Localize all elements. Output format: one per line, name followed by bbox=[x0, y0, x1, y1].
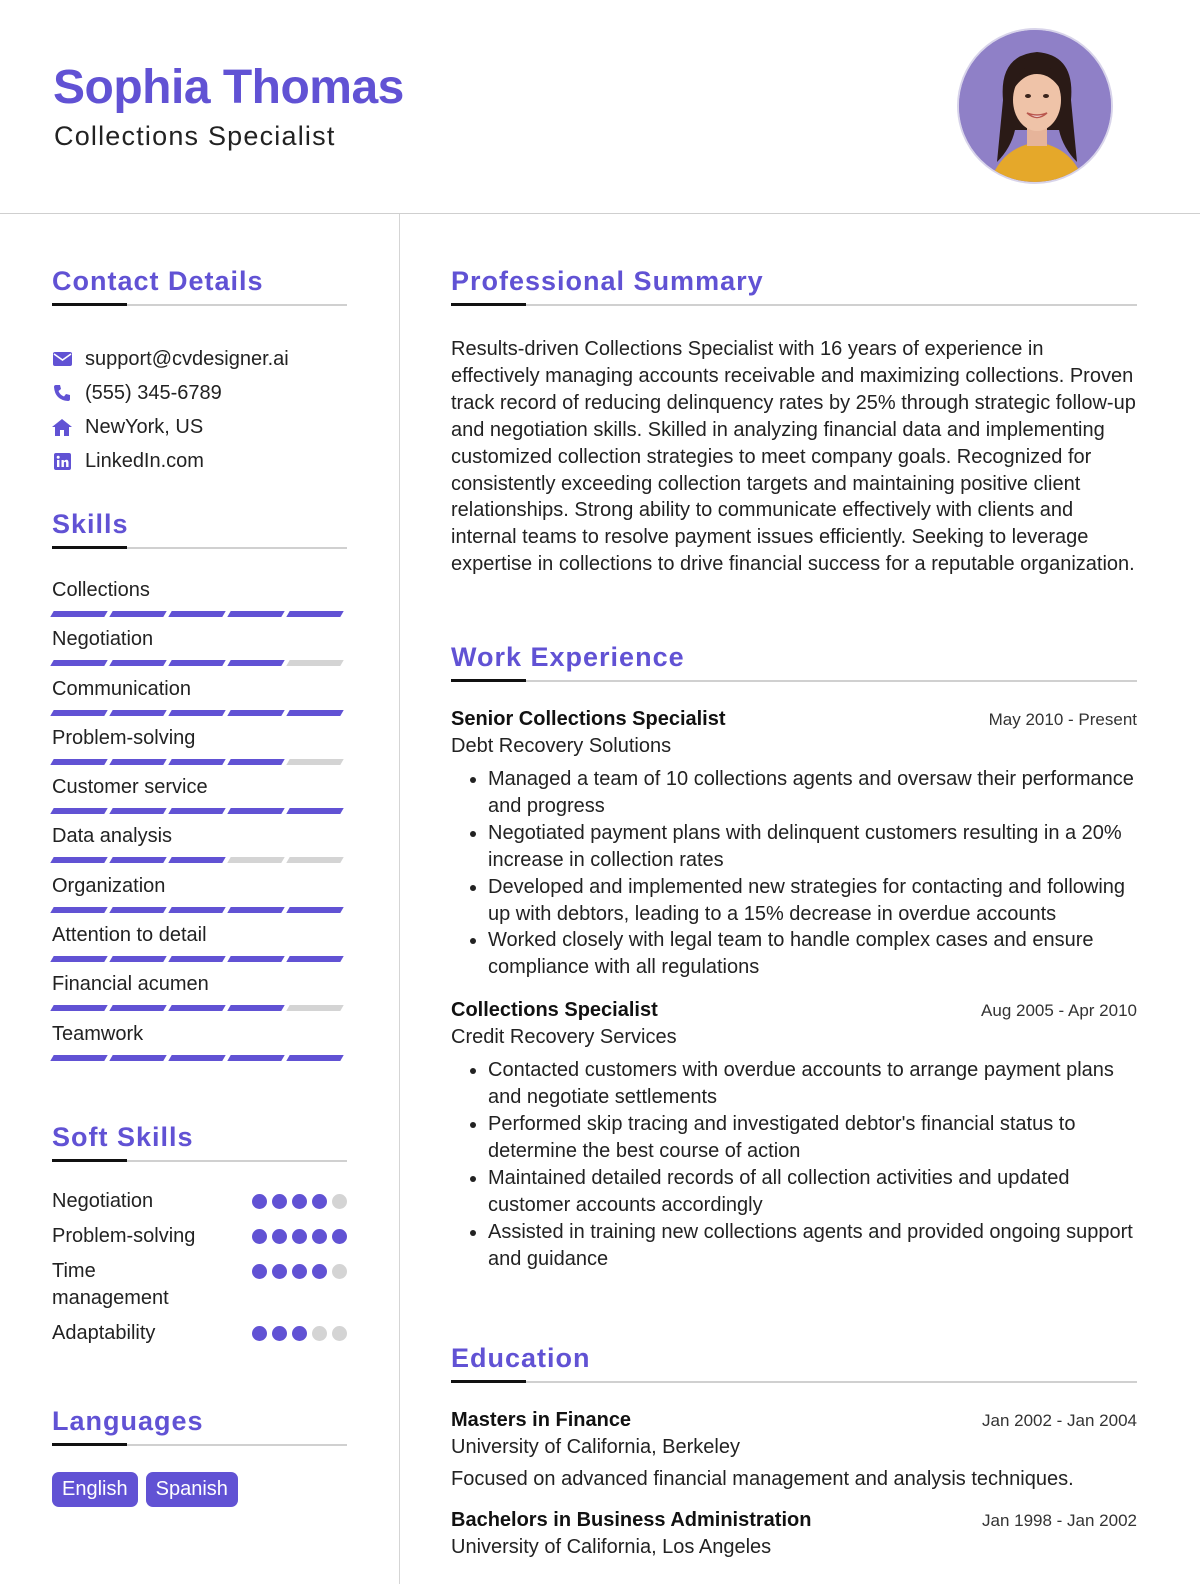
job-bullets bbox=[451, 1057, 1137, 1272]
summary-text: Results-driven Collections Specialist with 16 years of experience in effectively managing accounts receivable and maximizing collections. Proven track record of reducing delinquency rates by 25% through strategic follow-up and negotiation skills. Skilled in analyzing financial data and implementing customized collection strategies to meet company goals. Recognized for consistently exceeding collection targets and maintaining positive client relationships. Strong ability to communicate effectively with clients and internal teams to resolve payment issues efficiently. Seeking to leverage expertise in collections to drive financial success for a reputable organization. bbox=[451, 338, 1136, 576]
skill-level-segment bbox=[286, 956, 343, 962]
skill-item bbox=[52, 725, 347, 774]
skill-name: Problem-solving bbox=[52, 726, 196, 749]
job-title: Collections Specialist bbox=[451, 999, 658, 1022]
job-entry bbox=[451, 708, 1137, 981]
skill-level-segment bbox=[50, 857, 107, 863]
job-entry bbox=[451, 999, 1137, 1272]
skill-level-segment bbox=[168, 660, 225, 666]
rating-dot bbox=[312, 1264, 327, 1279]
job-company: Debt Recovery Solutions bbox=[451, 735, 672, 757]
skill-level-segment bbox=[227, 611, 284, 617]
job-bullet: • Contacted customers with overdue accounts to arrange payment plans and negotiate settlements bbox=[488, 1057, 1137, 1111]
work-section-title: Work Experience bbox=[451, 642, 685, 672]
job-bullet: • Developed and implemented new strategies for contacting and following up with debtors, leading to a 15% decrease in overdue accounts bbox=[488, 874, 1137, 928]
skill-level-segment bbox=[286, 1055, 343, 1061]
skill-name: Organization bbox=[52, 874, 166, 897]
skill-level-segment bbox=[286, 1005, 343, 1011]
skill-level-segment bbox=[109, 1005, 166, 1011]
education-date: Jan 1998 - Jan 2002 bbox=[981, 1511, 1137, 1530]
skill-name: Negotiation bbox=[52, 628, 154, 651]
contact-section-title: Contact Details bbox=[52, 266, 264, 296]
skill-level-segment bbox=[227, 956, 284, 962]
soft-skill-name: Negotiation bbox=[52, 1190, 154, 1212]
rating-dot bbox=[312, 1229, 327, 1244]
rating-dot bbox=[272, 1326, 287, 1341]
skill-level-segment bbox=[109, 1055, 166, 1061]
skill-level-segment bbox=[50, 660, 107, 666]
skill-name: Financial acumen bbox=[52, 973, 209, 996]
skill-name: Teamwork bbox=[52, 1022, 144, 1045]
skill-level-segment bbox=[168, 759, 225, 765]
rating-dot bbox=[312, 1326, 327, 1341]
skill-level-segment bbox=[109, 956, 166, 962]
soft-skill-item bbox=[52, 1258, 347, 1312]
rating-dot bbox=[252, 1326, 267, 1341]
skill-level-segment bbox=[227, 759, 284, 765]
skill-level-segment bbox=[168, 907, 225, 913]
job-bullet: • Worked closely with legal team to handle complex cases and ensure compliance with all regulations bbox=[488, 927, 1137, 981]
contact-linkedin-text: LinkedIn.com bbox=[85, 449, 204, 472]
education-entry bbox=[451, 1509, 1137, 1559]
job-title: Senior Collections Specialist bbox=[451, 708, 726, 730]
skill-level-segment bbox=[109, 907, 166, 913]
section-rule bbox=[52, 304, 347, 306]
education-section bbox=[451, 1343, 1137, 1559]
skill-level-segment bbox=[168, 1055, 225, 1061]
contact-phone[interactable] bbox=[52, 376, 347, 410]
rating-dot bbox=[312, 1194, 327, 1209]
skill-level-segment bbox=[286, 710, 343, 716]
skill-level-segment bbox=[286, 660, 343, 666]
soft-skills-section-title: Soft Skills bbox=[52, 1122, 194, 1152]
skill-level-segment bbox=[168, 1005, 225, 1011]
skill-item bbox=[52, 676, 347, 725]
candidate-title: Collections Specialist bbox=[54, 121, 336, 151]
summary-section bbox=[451, 266, 1137, 578]
job-date: Aug 2005 - Apr 2010 bbox=[981, 1001, 1137, 1021]
skill-level-segment bbox=[50, 611, 107, 617]
summary-section-title: Professional Summary bbox=[451, 266, 764, 296]
work-section bbox=[451, 642, 1137, 1273]
skills-list bbox=[52, 577, 347, 1070]
skill-item bbox=[52, 922, 347, 971]
skill-level-bars bbox=[52, 857, 347, 864]
skill-name: Communication bbox=[52, 677, 191, 700]
languages-section-title: Languages bbox=[52, 1406, 204, 1436]
skill-level-segment bbox=[50, 1055, 107, 1061]
rating-dot bbox=[292, 1264, 307, 1279]
skill-level-bars bbox=[52, 956, 347, 963]
soft-skill-rating bbox=[247, 1223, 347, 1244]
skill-level-segment bbox=[227, 808, 284, 814]
job-bullet: • Maintained detailed records of all collection activities and updated customer accounts accordingly bbox=[488, 1165, 1137, 1219]
skill-level-bars bbox=[52, 710, 347, 717]
skill-level-segment bbox=[50, 759, 107, 765]
skill-level-segment bbox=[50, 907, 107, 913]
skill-level-segment bbox=[286, 808, 343, 814]
skill-level-segment bbox=[109, 660, 166, 666]
education-degree: Masters in Finance bbox=[451, 1409, 632, 1431]
rating-dot bbox=[332, 1326, 347, 1341]
section-rule bbox=[451, 680, 1137, 682]
home-icon bbox=[52, 417, 72, 437]
skill-level-segment bbox=[227, 660, 284, 666]
job-bullet: • Negotiated payment plans with delinquent customers resulting in a 20% increase in collection rates bbox=[488, 820, 1137, 874]
language-badge: English bbox=[52, 1472, 138, 1507]
rating-dot bbox=[332, 1264, 347, 1279]
job-company: Credit Recovery Services bbox=[451, 1026, 677, 1049]
skill-item bbox=[52, 823, 347, 872]
rating-dot bbox=[272, 1264, 287, 1279]
section-rule bbox=[52, 1160, 347, 1162]
rating-dot bbox=[252, 1194, 267, 1209]
education-section-title: Education bbox=[451, 1343, 591, 1373]
education-description: Focused on advanced financial management and analysis techniques. bbox=[451, 1468, 1074, 1490]
skill-name: Customer service bbox=[52, 776, 208, 799]
skill-level-segment bbox=[227, 857, 284, 863]
skill-level-segment bbox=[168, 710, 225, 716]
contact-location-text: NewYork, US bbox=[85, 415, 204, 438]
envelope-icon bbox=[52, 349, 72, 369]
soft-skill-rating bbox=[247, 1258, 347, 1279]
skill-level-bars bbox=[52, 808, 347, 815]
education-entry bbox=[451, 1409, 1137, 1491]
skill-item bbox=[52, 774, 347, 823]
language-badge: Spanish bbox=[146, 1472, 238, 1507]
skill-level-segment bbox=[109, 857, 166, 863]
job-bullets bbox=[451, 766, 1137, 981]
skills-section bbox=[52, 509, 347, 1070]
rating-dot bbox=[292, 1229, 307, 1244]
rating-dot bbox=[252, 1264, 267, 1279]
soft-skill-item bbox=[52, 1223, 347, 1250]
soft-skills-list bbox=[52, 1188, 347, 1347]
languages-section bbox=[52, 1406, 347, 1507]
skills-section-title: Skills bbox=[52, 509, 129, 539]
contact-phone-text: (555) 345-6789 bbox=[85, 381, 222, 404]
skill-level-segment bbox=[50, 1005, 107, 1011]
soft-skill-name: Adaptability bbox=[52, 1322, 156, 1344]
soft-skill-item bbox=[52, 1320, 347, 1347]
section-rule bbox=[52, 1444, 347, 1446]
education-school: University of California, Berkeley bbox=[451, 1436, 740, 1458]
skill-level-bars bbox=[52, 1005, 347, 1012]
rating-dot bbox=[272, 1229, 287, 1244]
skill-name: Collections bbox=[52, 579, 150, 601]
skill-level-segment bbox=[168, 808, 225, 814]
education-date: Jan 2002 - Jan 2004 bbox=[981, 1411, 1137, 1430]
skill-level-segment bbox=[109, 759, 166, 765]
profile-photo bbox=[957, 28, 1113, 184]
job-date: May 2010 - Present bbox=[988, 710, 1137, 729]
job-bullet: • Managed a team of 10 collections agents and oversaw their performance and progress bbox=[488, 766, 1137, 820]
skill-level-bars bbox=[52, 1055, 347, 1062]
rating-dot bbox=[292, 1326, 307, 1341]
contact-email-text: support@cvdesigner.ai bbox=[85, 347, 289, 370]
soft-skill-rating bbox=[247, 1320, 347, 1341]
profile-portrait-illustration bbox=[959, 30, 1113, 184]
skill-item bbox=[52, 873, 347, 922]
section-rule bbox=[52, 547, 347, 549]
skill-level-segment bbox=[286, 907, 343, 913]
section-rule bbox=[451, 1381, 1137, 1383]
soft-skill-name: Problem-solving bbox=[52, 1225, 196, 1247]
skill-item bbox=[52, 626, 347, 675]
education-school: University of California, Los Angeles bbox=[451, 1536, 772, 1558]
contact-email[interactable] bbox=[52, 342, 347, 376]
soft-skills-section bbox=[52, 1122, 347, 1355]
skill-level-bars bbox=[52, 759, 347, 766]
job-bullet: • Performed skip tracing and investigated debtor's financial status to determine the best course of action bbox=[488, 1111, 1137, 1165]
rating-dot bbox=[332, 1229, 347, 1244]
skill-item bbox=[52, 971, 347, 1020]
soft-skill-name: Time management bbox=[52, 1260, 169, 1309]
skill-level-segment bbox=[109, 611, 166, 617]
contact-location bbox=[52, 410, 347, 444]
skill-level-bars bbox=[52, 660, 347, 667]
soft-skill-item bbox=[52, 1188, 347, 1215]
rating-dot bbox=[252, 1229, 267, 1244]
education-degree: Bachelors in Business Administration bbox=[451, 1509, 812, 1531]
skill-level-segment bbox=[109, 710, 166, 716]
skill-name: Attention to detail bbox=[52, 924, 207, 947]
skill-item bbox=[52, 577, 347, 626]
skill-level-segment bbox=[286, 611, 343, 617]
skill-level-segment bbox=[168, 956, 225, 962]
rating-dot bbox=[332, 1194, 347, 1209]
phone-icon bbox=[52, 383, 72, 403]
job-bullet: • Assisted in training new collections agents and provided ongoing support and guidance bbox=[488, 1219, 1137, 1273]
skill-level-segment bbox=[109, 808, 166, 814]
contact-section bbox=[52, 266, 347, 478]
skill-level-bars bbox=[52, 611, 347, 618]
resume-header bbox=[0, 0, 1200, 214]
skill-level-segment bbox=[227, 1055, 284, 1061]
skill-level-segment bbox=[50, 710, 107, 716]
skill-level-segment bbox=[286, 759, 343, 765]
skill-level-segment bbox=[50, 808, 107, 814]
skill-item bbox=[52, 1021, 347, 1070]
contact-linkedin[interactable] bbox=[52, 444, 347, 478]
soft-skill-rating bbox=[247, 1188, 347, 1209]
skill-level-segment bbox=[227, 710, 284, 716]
skill-level-bars bbox=[52, 907, 347, 914]
skill-level-segment bbox=[168, 857, 225, 863]
rating-dot bbox=[292, 1194, 307, 1209]
column-divider bbox=[399, 214, 400, 1584]
skill-level-segment bbox=[227, 1005, 284, 1011]
section-rule bbox=[451, 304, 1137, 306]
skill-level-segment bbox=[286, 857, 343, 863]
linkedin-icon bbox=[52, 451, 72, 471]
skill-level-segment bbox=[168, 611, 225, 617]
skill-name: Data analysis bbox=[52, 825, 173, 848]
skill-level-segment bbox=[227, 907, 284, 913]
rating-dot bbox=[272, 1194, 287, 1209]
skill-level-segment bbox=[50, 956, 107, 962]
candidate-name: Sophia Thomas bbox=[53, 61, 404, 114]
